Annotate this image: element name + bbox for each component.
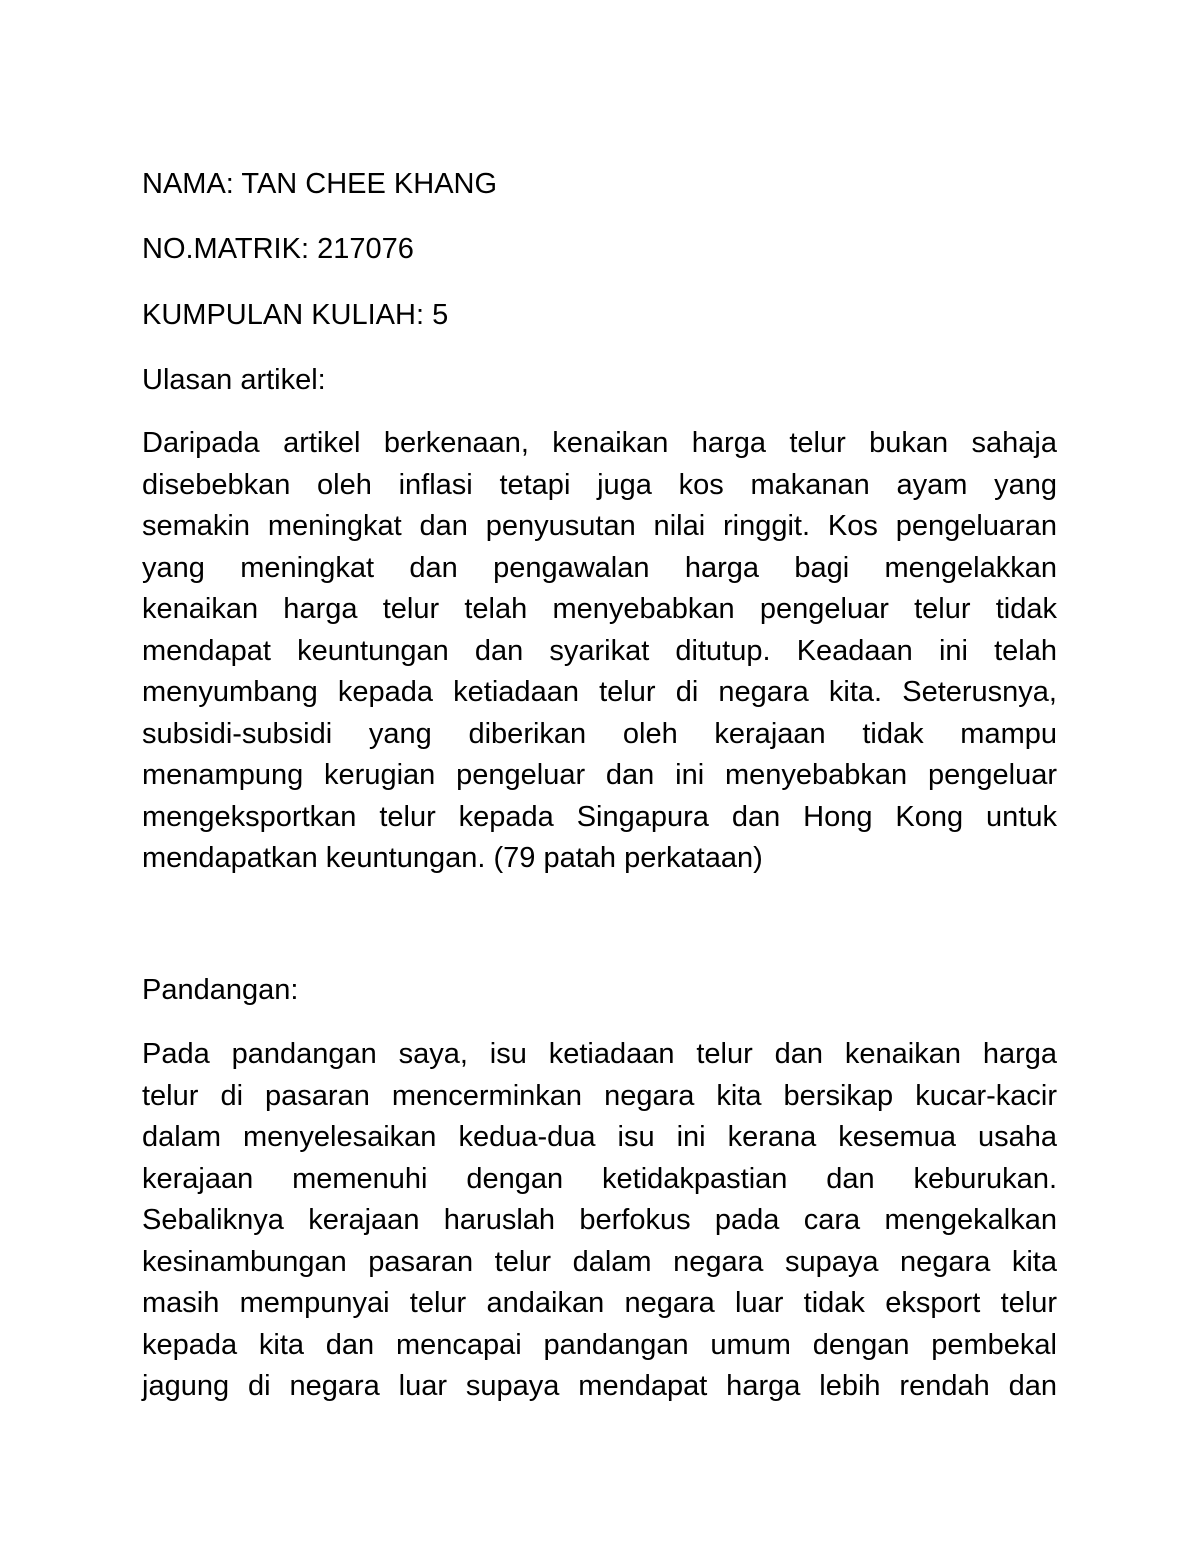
paragraph-line: mendapatkan keuntungan. (79 patah perkataan): [142, 842, 763, 874]
paragraph-line: telur di pasaran mencerminkan negara kita bersikap kucar-kacir: [142, 1079, 1057, 1112]
matric-number: NO.MATRIK: 217076: [142, 233, 414, 265]
ulasan-paragraph: [142, 425, 1057, 882]
paragraph-line: jagung di negara luar supaya mendapat harga lebih rendah dan: [142, 1370, 1057, 1402]
paragraph-line: menampung kerugian pengeluar dan ini menyebabkan pengeluar: [142, 759, 1057, 791]
pandangan-heading: Pandangan:: [142, 974, 299, 1006]
lecture-group: KUMPULAN KULIAH: 5: [142, 299, 449, 331]
paragraph-line: disebebkan oleh inflasi tetapi juga kos makanan ayam yang: [142, 468, 1057, 501]
paragraph-line: Daripada artikel berkenaan, kenaikan harga telur bukan sahaja: [142, 427, 1057, 459]
student-name: NAMA: TAN CHEE KHANG: [142, 168, 498, 200]
pandangan-paragraph: [142, 1036, 1057, 1410]
paragraph-line: semakin meningkat dan penyusutan nilai ringgit. Kos pengeluaran: [142, 510, 1057, 542]
paragraph-line: mendapat keuntungan dan syarikat ditutup. Keadaan ini telah: [142, 634, 1057, 667]
paragraph-line: yang meningkat dan pengawalan harga bagi mengelakkan: [142, 551, 1057, 584]
paragraph-line: kerajaan memenuhi dengan ketidakpastian dan keburukan.: [142, 1162, 1057, 1195]
paragraph-line: kesinambungan pasaran telur dalam negara supaya negara kita: [142, 1245, 1057, 1278]
paragraph-line: Sebaliknya kerajaan haruslah berfokus pada cara mengekalkan: [142, 1204, 1057, 1236]
paragraph-line: kenaikan harga telur telah menyebabkan pengeluar telur tidak: [142, 593, 1057, 625]
paragraph-line: dalam menyelesaikan kedua-dua isu ini kerana kesemua usaha: [142, 1121, 1057, 1153]
paragraph-line: masih mempunyai telur andaikan negara luar tidak eksport telur: [142, 1287, 1057, 1319]
paragraph-line: menyumbang kepada ketiadaan telur di negara kita. Seterusnya,: [142, 676, 1057, 708]
ulasan-heading: Ulasan artikel:: [142, 364, 326, 396]
paragraph-line: Pada pandangan saya, isu ketiadaan telur dan kenaikan harga: [142, 1038, 1057, 1070]
paragraph-line: mengeksportkan telur kepada Singapura dan Hong Kong untuk: [142, 800, 1057, 833]
paragraph-line: subsidi-subsidi yang diberikan oleh kerajaan tidak mampu: [142, 717, 1057, 750]
paragraph-line: kepada kita dan mencapai pandangan umum dengan pembekal: [142, 1328, 1057, 1361]
